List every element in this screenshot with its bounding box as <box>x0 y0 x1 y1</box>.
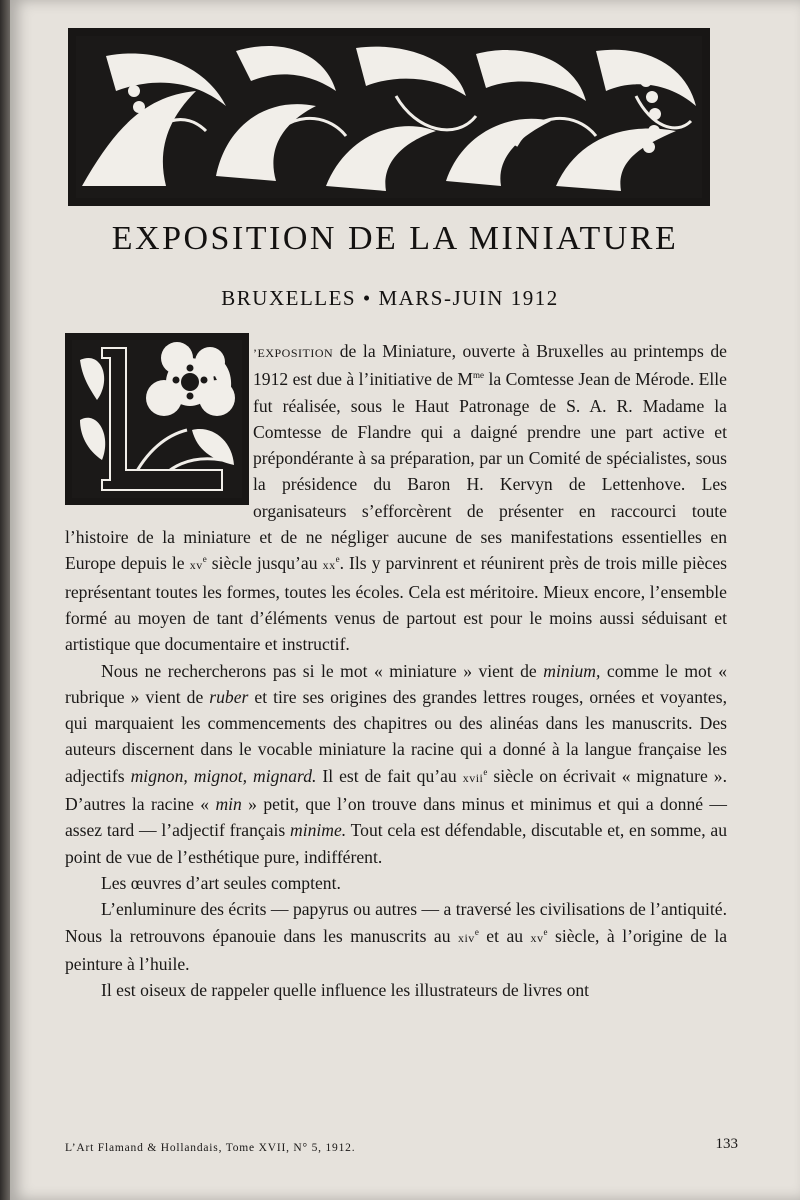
article-subtitle: BRUXELLES • MARS-JUIN 1912 <box>221 286 559 310</box>
dropcap-letter: L <box>112 467 122 484</box>
book-gutter <box>0 0 10 1200</box>
acanthus-ornament-icon <box>76 36 702 198</box>
paragraph-5: Il est oiseux de rappeler quelle influence les illustrateurs de livres ont <box>101 980 590 1001</box>
book-page <box>10 0 800 1200</box>
article-title: EXPOSITION DE LA MINIATURE <box>111 220 679 257</box>
page-number: 133 <box>715 1136 738 1152</box>
ornament-banner <box>68 28 710 206</box>
paragraph-1: ’EXPOSITION de la Miniature, ouverte à Bruxelles au printemps de 1912 est due à l’initiative de $M^{me}$ la Comtesse Jean de Mérode. Elle fut réalisée, sous le Haut Patronage de S. A. R. Madame la Comtesse de Flandre qui a daigné prendre une part active et prépondérante à sa préparation, par un Comité de spécialistes, sous la présidence du Baron H. Kervyn de Lettenhove. Les organisateurs s’efforcèrent de présenter en raccourci toute l’histoire de la miniature et de ne négliger aucune de ses manifestations essentielles en Europe depuis le $xv^e$ siècle jusqu’au $xx^e$. Ils y parvinrent et réunirent près de trois mille pièces représentant toutes les formes, toutes les écoles. Cela est méritoire. Mieux encore, l’ensemble formé au moyen de tant d’éléments venus de partout est pour le moins aussi séduisant et artistique que documentaire et instructif. <box>65 341 727 655</box>
paragraph-2: Nous ne rechercherons pas si le mot « miniature » vient de minium, comme le mot « rubrique » vient de ruber et tire ses origines des grandes lettres rouges, ornées et voyantes, qui marquaient les commencements des chapitres ou des alinéas dans les manuscrits. Des auteurs discernent dans le vocable miniature la racine qui a donné à la langue française les adjectifs mignon, mignot, mignard. Il est de fait qu’au xvii$^e$ siècle on écrivait « mignature ». D’autres la racine « min » petit, que l’on trouve dans minus et minimus et qui a donné — assez tard — l’adjectif français minime. Tout cela est défendable, discutable et, en somme, au point de vue de l’esthétique pure, indifférent. <box>65 660 727 867</box>
article-body <box>65 338 727 1003</box>
paragraph-4: L’enluminure des écrits — papyrus ou autres — a traversé les civilisations de l’antiquité. Nous la retrouvons épanouie dans les manuscrits au xiv$^e$ et au $xv^e$ siècle, à l’origine de la peinture à l’huile. <box>65 899 728 974</box>
journal-footer: L’Art Flamand & Hollandais, Tome XVII, N° 5, 1912. <box>65 1142 356 1154</box>
paragraph-3: Les œuvres d’art seules comptent. <box>101 872 341 893</box>
